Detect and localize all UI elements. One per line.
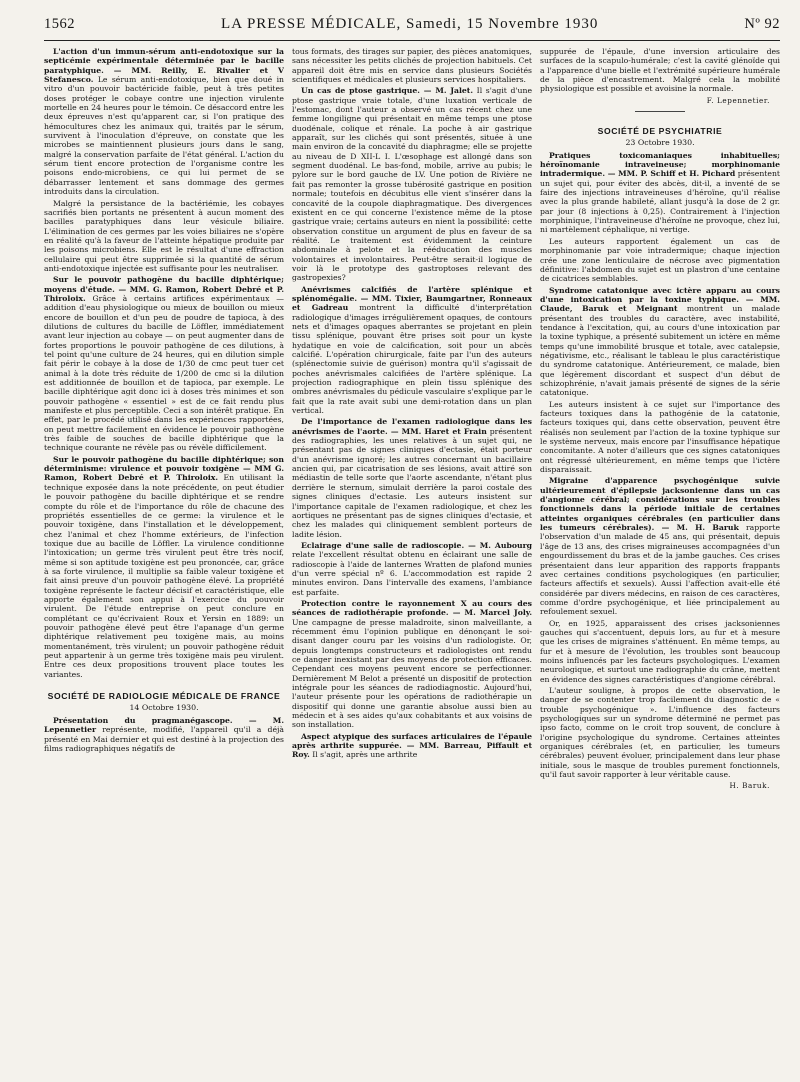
article-paragraph [540, 619, 780, 684]
column-1 [44, 47, 284, 1065]
article-text: montrent la difficulté d'interprétation radiologique d'images irrégulièrement opaques, de contours nets et d'images opaques aberrantes se projetant en plein tissu splénique, pouvant être prises soit pour un kyste hydatique en voie de calcification, soit pour un abcès calcifié. L'opération chirurgicale, faite par l'un des auteurs (splénectomie suivie de guérison) montra qu'il s'agissait de poches anévrismales calcifiées de l'artère splénique. La projection radiographique en plein tissu splénique des ombres anévrismales du pédicule vasculaire s'explique par le fait que la rate avait subi une demi-rotation dans un plan vertical. [292, 303, 532, 416]
article-text: présentent des radiographies, les unes relatives à un sujet qui, ne présentant pas de signes cliniques d'ectasie, était porteur d'un anévrisme ignoré; les autres concernant un bacillaire ancien qui, par cicatrisation de ses lésions, avait attiré son médiastin de telle sorte que l'aorte ascendante, n'étant plus derrière le sternum, simulait derrière la paroi costale des signes cliniques d'ectasie. Les auteurs insistent sur l'importance capitale de l'examen radiologique, et chez les aortiques ne présentant pas de signes cliniques d'ectasie, et chez les malades qui cliniquement semblent porteurs de ladite lésion. [292, 426, 532, 539]
section-heading: SOCIÉTÉ DE PSYCHIATRIE [597, 125, 723, 136]
section-heading: SOCIÉTÉ DE RADIOLOGIE MÉDICALE DE FRANCE [47, 691, 281, 702]
article-paragraph [44, 275, 284, 453]
article-heading: Migraine d'apparence psychogénique suivie ultérieurement d'épilepsie jacksonienne dans un cas d'angiome cérébral; considérations sur les troubles fonctionnels dans la période initiale de certaines atteintes organiques cérébrales (en particulier dans les tumeurs cérébrales). — M. H. Baruk [540, 476, 780, 533]
journal-title: LA PRESSE MÉDICALE, Samedi, 15 Novembre 1930 [221, 16, 599, 32]
article-text: L'auteur souligne, à propos de cette observation, le danger de se contenter trop facilement du diagnostic de « trouble psychogénique ». L'influence des facteurs psychologiques sur un syndrome déterminé ne permet pas ipso facto, comme on le croit trop souvent, de conclure à l'origine psychologique du syndrome. Certaines atteintes organiques cérébrales (et, en particulier, les tumeurs cérébrales) peuvent évoluer, principalement dans leur phase initiale, sous le masque de troubles purement fonctionnels, qu'il faut savoir rapporter à leur véritable cause. [540, 685, 780, 780]
article-paragraph [292, 86, 532, 282]
divider [635, 111, 685, 112]
article-heading: Sur le pouvoir pathogène du bacille diphtérique; moyens d'étude. — MM. G. Ramon, Robert Debré et P. Thiroloix. [44, 275, 284, 303]
article-heading: De l'importance de l'examen radiologique dans les anévrismes de l'aorte. — MM. Haret et Frain [292, 417, 532, 436]
article-paragraph [540, 237, 780, 284]
article-paragraph [292, 285, 532, 416]
article-text: tous formats, des tirages sur papier, des pièces anatomiques, sans nécessiter les petits clichés de projection habituels. Cet appareil doit être mis en service dans plusieurs Sociétés scientifiques et médicales et plusieurs services hospitaliers. [292, 47, 532, 85]
signature: F. Lepennetier. [706, 95, 770, 105]
article-heading: Un cas de ptose gastrique. — M. Jalet. [301, 86, 474, 96]
article-paragraph [540, 286, 780, 398]
article-paragraph [44, 455, 284, 679]
article-heading: Protection contre le rayonnement X au cours des séances de radiothérapie profonde. — M. Marcel Joly. [292, 598, 532, 618]
article-text: représente, modifié, l'appareil qu'il a déjà présenté en Mai dernier et qui est destiné à la projection des films radiographiques négatifs de [44, 725, 284, 754]
article-heading: L'action d'un immun-sérum anti-endotoxique sur la septicémie expérimentale déterminée par le bacille paratyphique. — MM. Reilly, E. Rivalier et V Stefanesco. [44, 47, 284, 85]
article-paragraph [292, 541, 532, 597]
article-heading: Sur le pouvoir pathogène du bacille diphtérique; son déterminisme: virulence et pouvoir toxigène — MM G. Ramon, Robert Debré et P. Thiroloix. [44, 454, 284, 483]
article-text: suppurée de l'épaule, d'une inversion articulaire des surfaces de la scapulo-humérale; c'est la cavité glénoïde qui a l'apparence d'une bielle et l'extrémité supérieure humérale de la pièce d'encastrement. Malgré cela la mobilité physiologique est possible et avoisine la normale. [540, 47, 780, 94]
article-text: En utilisant la technique exposée dans la note précédente, on peut étudier le pouvoir pathogène du bacille diphtérique et se rendre compte du rôle et de l'importance du rôle de chacune des propriétés essentielles de ce germe: la virulence et le pouvoir toxigène, dans l'installation et le développement, chez l'animal et chez l'homme extérieurs, de l'infection toxique due au bacille de Löffler. La virulence conditionne l'intoxication; un germe très virulent peut être très nocif, même si son aptitude toxigène est peu prononcée, car, grâce à sa forte virulence, il multiplie sa faible valeur toxigène et fait ainsi preuve d'un pouvoir pathogène élevé. La propriété toxigène représente le facteur décisif et caractéristique, elle apporte également son appui à l'exercice du pouvoir virulent. De l'étude entreprise on peut conclure en complétant ce qu'écrivaient Roux et Yersin en 1889: un pouvoir pathogène élevé peut être l'apanage d'un germe diphtérique relativement peu toxigène mais, au moins momentanément, très virulent; un pouvoir pathogène réduit peut appartenir à un germe très toxigène mais peu virulent. Entre ces deux propositions trouvent place toutes les variantes. [44, 473, 284, 679]
article-paragraph [44, 716, 284, 753]
article-text: Or, en 1925, apparaissent des crises jacksoniennes gauches qui s'accentuent, depuis lors, au fur et à mesure que les crises de migraines s'atténuent. En même temps, au fur et à mesure de l'évolution, les troubles sont beaucoup moins influencés par les facteurs psychologiques. L'examen neurologique, et surtout une radiographie du crâne, mettent en évidence des signes caractéristiques d'angiome cérébral. [540, 618, 780, 684]
column-3 [540, 47, 780, 1065]
article-paragraph [292, 732, 532, 760]
article-heading: Eclairage d'une salle de radioscopie. — M. Aubourg [301, 540, 532, 550]
columns [44, 47, 780, 1065]
article-paragraph [292, 599, 532, 730]
article-paragraph [540, 151, 780, 235]
article-heading: Syndrome catatonique avec ictère apparu au cours d'une intoxication par la toxine typhique. — MM. Claude, Baruk et Meignant [540, 285, 780, 314]
issue-number: Nº 92 [744, 16, 780, 32]
page-header [44, 16, 780, 41]
article-text: montrent un malade présentant des troubles du caractère, avec instabilité, tendance à l'excitation, qui, au cours d'une intoxication par la toxine typhique, a présenté subitement un ictère en même temps qu'une immobilité brusque et totale, avec catalepsie, négativisme, etc., réalisant le tableau le plus caractéristique du syndrome catatonique. Antérieurement, ce malade, bien que légèrement discordant et suspect d'un début de schizophrénie, n'avait jamais présenté de signes de la série catatonique. [540, 304, 780, 398]
article-paragraph [292, 47, 532, 84]
article-text: relate l'excellent résultat obtenu en éclairant une salle de radioscopie à l'aide de lanternes Wratten de plafond munies d'un verre spécial nº 6. L'accommodation est rapide 2 minutes environ. Dans l'intervalle des examens, l'ambiance est parfaite. [292, 550, 532, 597]
article-paragraph [540, 400, 780, 475]
column-2 [292, 47, 532, 1065]
article-heading: Aspect atypique des surfaces articulaires de l'épaule après arthrite suppurée. — MM. Barreau, Piffault et Roy. [292, 731, 532, 760]
article-text: rapporte l'observation d'un malade de 45 ans, qui présentait, depuis l'âge de 13 ans, des crises migraineuses accompagnées d'un engourdissement du bras et de la jambe gauches. Ces crises présentaient dans leur apparition des rapports frappants avec certaines conditions psychologiques (en particulier, facteurs affectifs et sexuels). Aussi l'affection avait-elle été considérée par divers médecins, en raison de ces caractères, comme d'ordre psychogénique, et liée principalement au refoulement sexuel. [540, 523, 780, 617]
section-date: 14 Octobre 1930. [129, 703, 199, 713]
article-text: Il s'agit, après une arthrite [312, 750, 418, 760]
article-paragraph [540, 47, 780, 94]
article-heading: Anévrismes calcifiés de l'artère splénique et splénomégalie. — MM. Tixier, Baumgartner, Ronneaux et Gadreau [292, 284, 532, 313]
article-text: Le sérum anti-endotoxique, bien que doué in vitro d'un pouvoir bactéricide faible, peut à très petites doses protéger le cobaye contre une injection virulente mortelle en 24 heures pour le témoin. Ce désaccord entre les deux épreuves n'est qu'apparent car, si l'on pratique des hémocultures chez les animaux qui, traités par le sérum, survivent à l'inoculation d'épreuve, on constate que les microbes se maintiennent plusieurs jours dans le sang, malgré la conservation parfaite de l'état général. L'action du sérum tient encore protection de l'organisme contre les poisons endo-microbiens, ce qui lui permet de se débarrasser lentement et sans dommage des germes introduits dans la circulation. [44, 75, 284, 197]
article-paragraph [292, 417, 532, 538]
article-heading: Présentation du pragmanégascope. — M. Lepennetier [44, 716, 284, 735]
article-text: Une campagne de presse maladroite, sinon malveillante, a récemment ému l'opinion publique en dénonçant le soi-disant danger couru par les voisins d'un radiologiste. Or, depuis longtemps constructeurs et radiologistes ont rendu ce danger inexistant par des moyens de protection efficaces. Cependant ces moyens peuvent encore se perfectionner. Dernièrement M Belot a présenté un dispositif de protection intégrale pour les séances de radiodiagnostic. Aujourd'hui, l'auteur présente pour les opérations de radiothérapie un dispositif qui donne une garantie absolue aussi bien au médecin et à ses aides qu'aux cohabitants et aux voisins de son installation. [292, 617, 532, 730]
page-number: 1562 [44, 16, 75, 32]
section-date: 23 Octobre 1930. [625, 137, 695, 147]
signature: H. Baruk. [729, 781, 770, 791]
article-paragraph [44, 199, 284, 274]
article-text: présentent un sujet qui, pour éviter des abcès, dit-il, a inventé de se faire des injections intraveineuses d'héroïne, qu'il réalise avec la plus grande habileté, allant jusqu'à la dose de 2 gr. par jour (8 injections à 0,25). Contrairement à l'injection morphinique, l'intraveineuse d'héroïne ne provoque, chez lui, ni martèlement céphalique, ni vertige. [540, 169, 780, 235]
article-text: Les auteurs insistent à ce sujet sur l'importance des facteurs toxiques dans la pathogénie de la catatonie, facteurs toxiques qui, dans cette observation, peuvent être réalisés non seulement par l'action de la toxine typhique sur le système nerveux, mais encore par l'insuffisance hépatique concomitante. A noter d'ailleurs que ces signes catatoniques ont régressé ultérieurement, en même temps que l'ictère disparaissait. [540, 399, 780, 475]
article-heading: Pratiques toxicomaniaques inhabituelles; héroïnomanie intraveineuse; morphinomanie intradermique. — MM. P. Schiff et H. Pichard [540, 150, 780, 179]
article-text: Malgré la persistance de la bactériémie, les cobayes sacrifiés bien portants ne présentent à aucun moment des bacilles paratyphiques dans leur vésicule biliaire. L'élimination de ces germes par les voies biliaires ne s'opère en réalité qu'à la faveur de l'atteinte hépatique produite par les poisons microbiens. Elle est le résultat d'une effraction cellulaire qui peut être supprimée si la quantité de sérum anti-endotoxique injectée est suffisante pour les neutraliser. [44, 198, 284, 273]
article-paragraph [44, 47, 284, 197]
article-text: Grâce à certains artifices expérimentaux — addition d'eau physiologique ou mieux de bouillon ou mieux encore de bouillon et d'un peu de poudre de tapioca, à des dilutions de cultures du bacille de Löffler, immédiatement avant leur injection au cobaye — on peut augmenter dans de fortes proportions le pouvoir pathogène de ces dilutions, à tel point qu'une culture de 24 heures, qui en dilution simple fait périr le cobaye à la dose de 1/30 de cmc peut tuer cet animal à la dote très réduite de 1/200 de cmc si la dilution est additionnée de bouillon et de tapioca, par exemple. Le bacille diphtérique agit donc ici à doses très minimes et son pouvoir pathogène « essentiel » est de ce fait rendu plus manifeste et plus perceptible. Ceci a son intérêt pratique. En effet, par le procédé utilisé dans les expériences rapportées, on peut mettre facilement en évidence le pouvoir pathogène très faible de souches de bacille diphtérique que la technique courante ne révèle pas ou révèle difficilement. [44, 293, 284, 453]
article-text: Il s'agit d'une ptose gastrique vraie totale, d'une luxation verticale de l'estomac, dont l'auteur a observé un cas récent chez une femme longiligne qui présentait en même temps une ptose duodénale, colique et rénale. La poche à air gastrique apparaît, sur les clichés qui sont présentés, située à une main environ de la concavité du diaphragme; elle se projette au niveau de D XII-L I. L'œsophage est allongé dans son segment duodénal. Le bas-fond, mobile, arrive au pubis; le pylore sur le bord gauche de LV. Une potion de Rivière ne fait pas remonter la grosse tubérosité gastrique en position normale; toutefois en décubitus elle vient s'insérer dans la concavité de la coupole diaphragmatique. Des divergences existent en ce qui concerne l'existence même de la ptose gastrique vraie; certains auteurs en nient la possibilité: cette observation constitue un argument de plus en faveur de sa réalité. Le traitement est évidemment la ceinture abdominale à pelote et la rééducation des muscles volontaires et involontaires. Peut-être serait-il logique de voir là le prototype des gastroptoses relevant des gastropexies? [292, 86, 532, 283]
article-text: Les auteurs rapportent également un cas de morphinomanie par voie intradermique; chaque injection crée une zone lenticulaire de nécrose avec pigmentation définitive: l'abdomen du sujet est un plastron d'une centaine de cicatrices semblables. [540, 236, 780, 284]
article-paragraph [540, 476, 780, 616]
article-paragraph [540, 686, 780, 779]
